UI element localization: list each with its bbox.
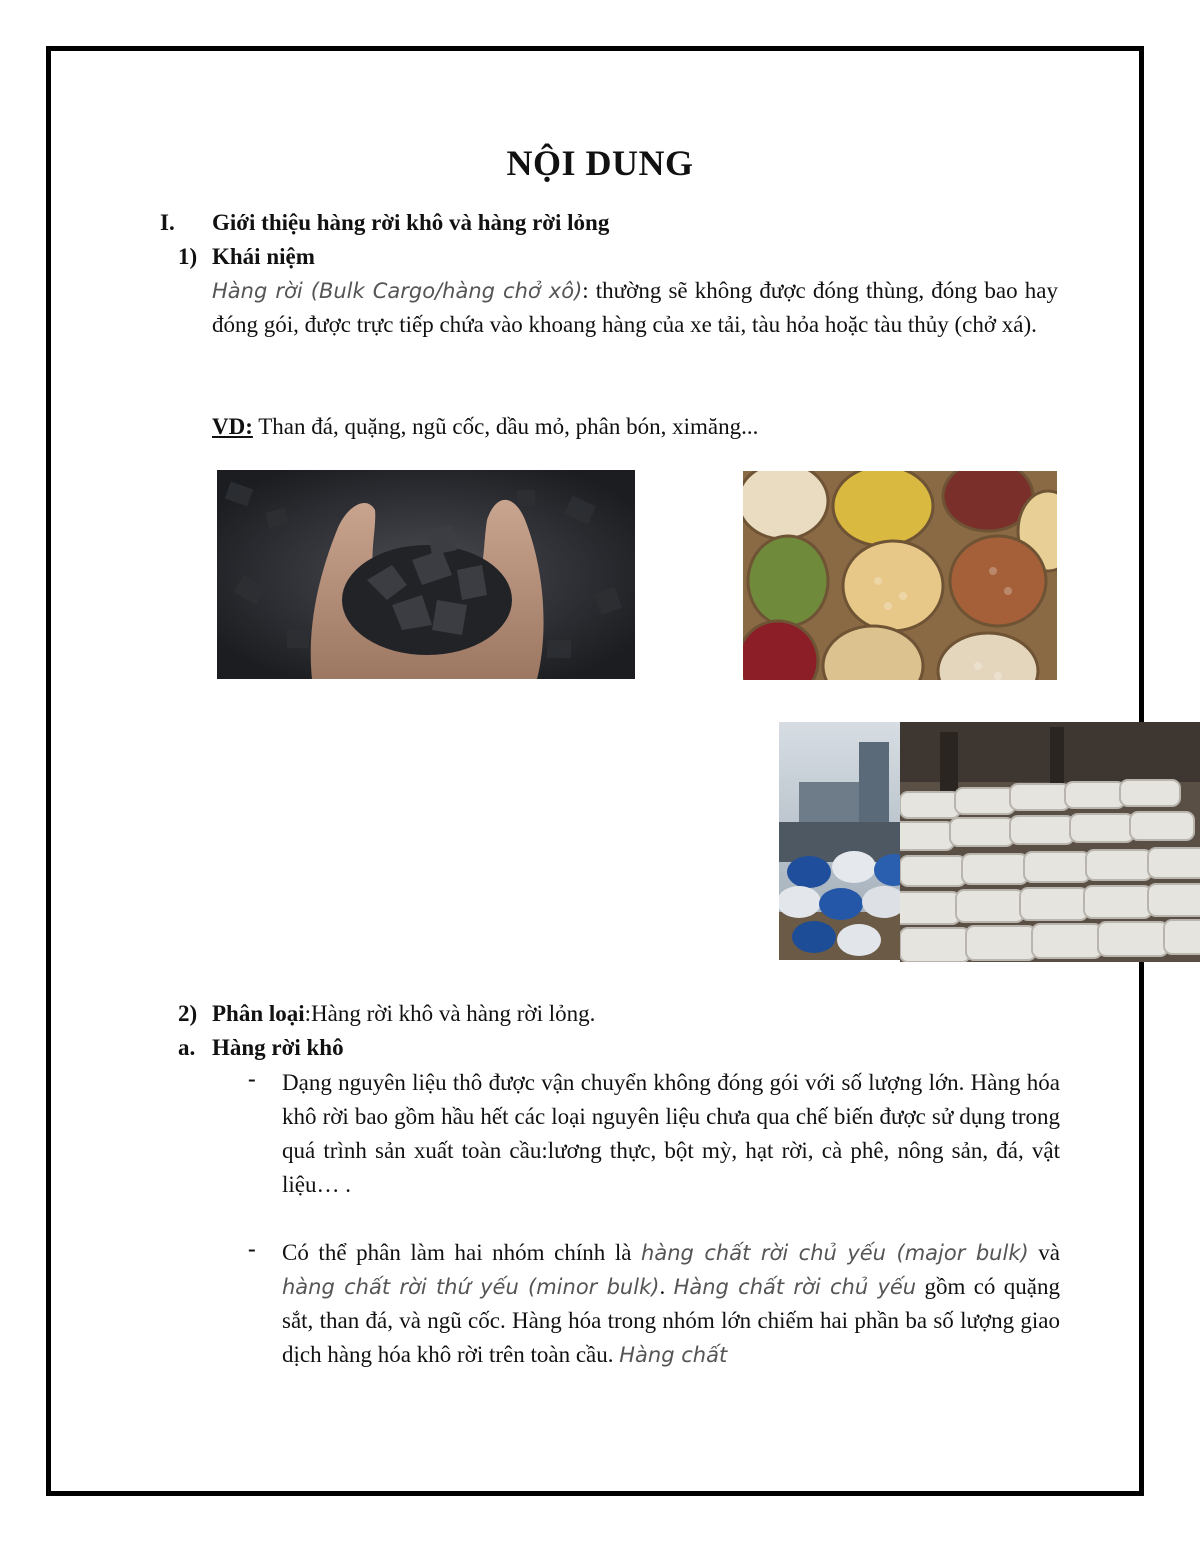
grains-image [743, 471, 1057, 680]
item2-heading: Phân loại [212, 1001, 305, 1026]
cement-bags-image [900, 722, 1200, 962]
major-bulk-term-2: Hàng chất rời chủ yếu [673, 1275, 917, 1299]
bullet2-text-4: gồm có quặng sắt, than đá, và ngũ cốc. Hàng hóa trong nhóm lớn chiếm hai phần ba số lượng giao dịch hàng hóa khô rời trên toàn cầu. [282, 1274, 1061, 1367]
bullet1-text: Dạng nguyên liệu thô được vận chuyển không đóng gói với số lượng lớn. Hàng hóa khô rời bao gồm hầu hết các loại nguyên liệu chưa qua chế biến được sử dụng trong quá trình sản xuất toàn cầu:lương thực, bột mỳ, hạt rời, cà phê, nông sản, đá, vật liệu… . [282, 1070, 1060, 1197]
coal-image [217, 470, 635, 679]
bullet2-paragraph [282, 1236, 1060, 1372]
item2-text: :Hàng rời khô và hàng rời lỏng. [304, 1001, 596, 1026]
trailing-term: Hàng chất [619, 1343, 728, 1367]
bullet2-dash: - [248, 1236, 256, 1261]
bullet2-text-3: . [659, 1274, 674, 1299]
classification-line [212, 997, 595, 1031]
definition-text: : thường sẽ không được đóng thùng, đóng bao hay đóng gói, được trực tiếp chứa vào khoang hàng của xe tải, tàu hỏa hoặc tàu thủy (chở xá). [212, 278, 1058, 337]
bullet1-dash: - [248, 1066, 256, 1091]
itemA-heading: Hàng rời khô [212, 1035, 344, 1060]
item1-heading: Khái niệm [212, 244, 315, 269]
definition-paragraph [212, 274, 1058, 342]
section-heading: Giới thiệu hàng rời khô và hàng rời lỏng [212, 210, 610, 235]
page-title: NỘI DUNG [506, 143, 694, 183]
bullet2-text-2: và [1028, 1240, 1060, 1265]
section-roman: I. [160, 210, 175, 235]
item1-number: 1) [178, 244, 198, 269]
bullet2-text-1: Có thể phân làm hai nhóm chính là [282, 1240, 642, 1265]
example-text: Than đá, quặng, ngũ cốc, dầu mỏ, phân bón, ximăng... [252, 414, 759, 439]
item2-number: 2) [178, 1001, 198, 1026]
major-bulk-term: hàng chất rời chủ yếu (major bulk) [641, 1241, 1029, 1265]
barrels-image [779, 722, 903, 960]
itemA-letter: a. [178, 1035, 196, 1060]
definition-term: Hàng rời (Bulk Cargo/hàng chở xô) [212, 279, 583, 303]
example-label: VD: [212, 414, 253, 439]
minor-bulk-term: hàng chất rời thứ yếu (minor bulk) [282, 1275, 660, 1299]
example-line [212, 410, 758, 444]
